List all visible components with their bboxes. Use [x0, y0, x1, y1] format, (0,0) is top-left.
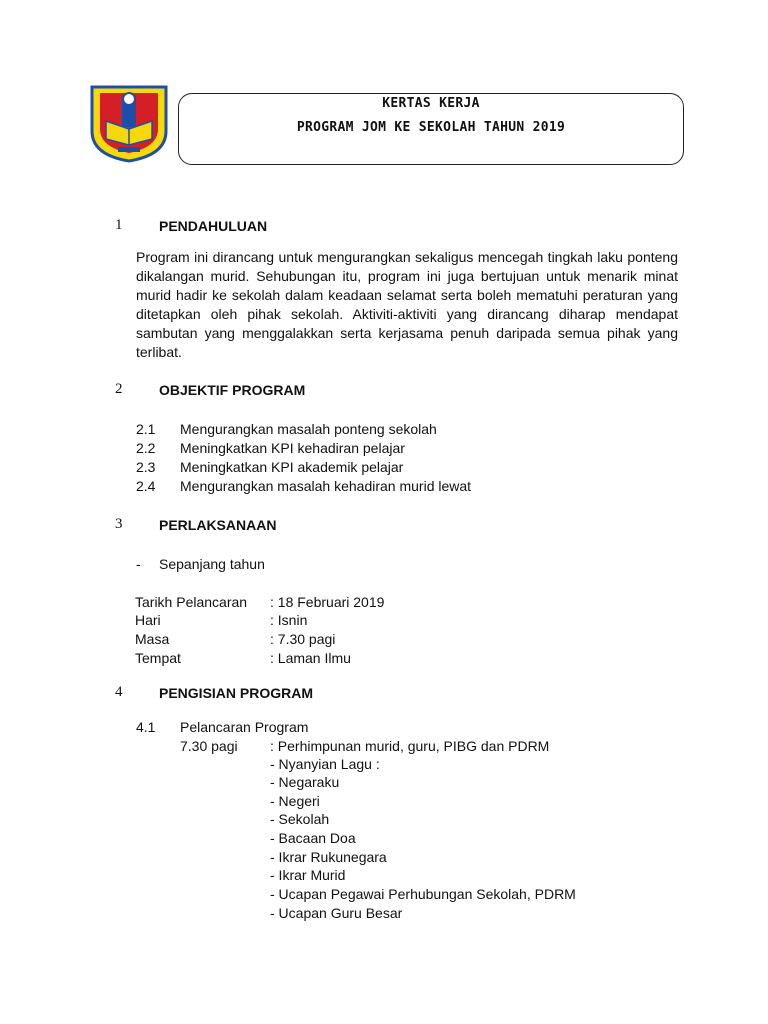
section-number: 1 [115, 217, 123, 233]
agenda-item: - Bacaan Doa [270, 830, 356, 846]
detail-value: : Laman Ilmu [270, 650, 351, 666]
document-title: KERTAS KERJA [382, 96, 480, 111]
detail-label: Tempat [135, 650, 181, 666]
section-number: 2 [115, 381, 123, 397]
detail-value: : 7.30 pagi [270, 631, 336, 647]
section-heading-pendahuluan: PENDAHULUAN [159, 218, 268, 234]
detail-label: Tarikh Pelancaran [135, 594, 248, 610]
agenda-item: : Perhimpunan murid, guru, PIBG dan PDRM [270, 738, 550, 754]
paragraph-line: terlibat. [136, 344, 182, 360]
section-heading-pengisian: PENGISIAN PROGRAM [159, 685, 314, 701]
section-number: 3 [115, 516, 123, 532]
paragraph-line: dikalangan murid. Sehubungan itu, program ini juga bertujuan untuk menarik minat [136, 268, 678, 284]
objective-number: 2.4 [136, 478, 156, 494]
section-heading-objektif: OBJEKTIF PROGRAM [159, 382, 306, 398]
objective-text: Meningkatkan KPI kehadiran pelajar [180, 440, 405, 456]
objective-text: Mengurangkan masalah ponteng sekolah [180, 421, 437, 437]
program-title: PROGRAM JOM KE SEKOLAH TAHUN 2019 [296, 120, 566, 135]
agenda-item: - Ucapan Pegawai Perhubungan Sekolah, PDRM [270, 886, 576, 902]
detail-label: Masa [135, 631, 170, 647]
detail-value: : 18 Februari 2019 [270, 594, 385, 610]
agenda-item: - Ikrar Murid [270, 867, 346, 883]
paragraph-line: sambutan yang menggalakkan serta kerjasama penuh daripada semua pihak yang [136, 325, 678, 341]
agenda-item: - Negaraku [270, 774, 340, 790]
subsection-title: Pelancaran Program [180, 719, 309, 735]
detail-value: : Isnin [270, 612, 308, 628]
objective-text: Meningkatkan KPI akademik pelajar [180, 459, 404, 475]
section-number: 4 [115, 684, 123, 700]
paragraph-line: Program ini dirancang untuk mengurangkan sekaligus mencegah tingkah laku ponteng [136, 249, 678, 265]
objective-text: Mengurangkan masalah kehadiran murid lewat [180, 478, 472, 494]
agenda-item: - Nyanyian Lagu : [270, 756, 380, 772]
objective-number: 2.2 [136, 440, 156, 456]
agenda-item: - Sekolah [270, 811, 330, 827]
agenda-item: - Ucapan Guru Besar [270, 905, 403, 921]
paragraph-line: ditetapkan oleh pihak sekolah. Aktiviti-aktiviti yang dirancang diharap mendapat [136, 306, 678, 322]
subsection-number: 4.1 [136, 719, 156, 735]
section-heading-perlaksanaan: PERLAKSANAAN [159, 517, 277, 533]
agenda-item: - Ikrar Rukunegara [270, 849, 387, 865]
detail-label: Hari [135, 612, 161, 628]
bullet-dash: - [136, 556, 141, 572]
paragraph-line: murid hadir ke sekolah dalam keadaan selamat serta boleh mematuhi peraturan yang [136, 287, 678, 303]
intro-paragraph [136, 248, 678, 362]
objective-number: 2.1 [136, 421, 156, 437]
school-crest-icon [88, 83, 170, 163]
agenda-time: 7.30 pagi [180, 738, 238, 754]
bullet-text: Sepanjang tahun [159, 556, 265, 572]
agenda-item: - Negeri [270, 793, 320, 809]
objective-number: 2.3 [136, 459, 156, 475]
